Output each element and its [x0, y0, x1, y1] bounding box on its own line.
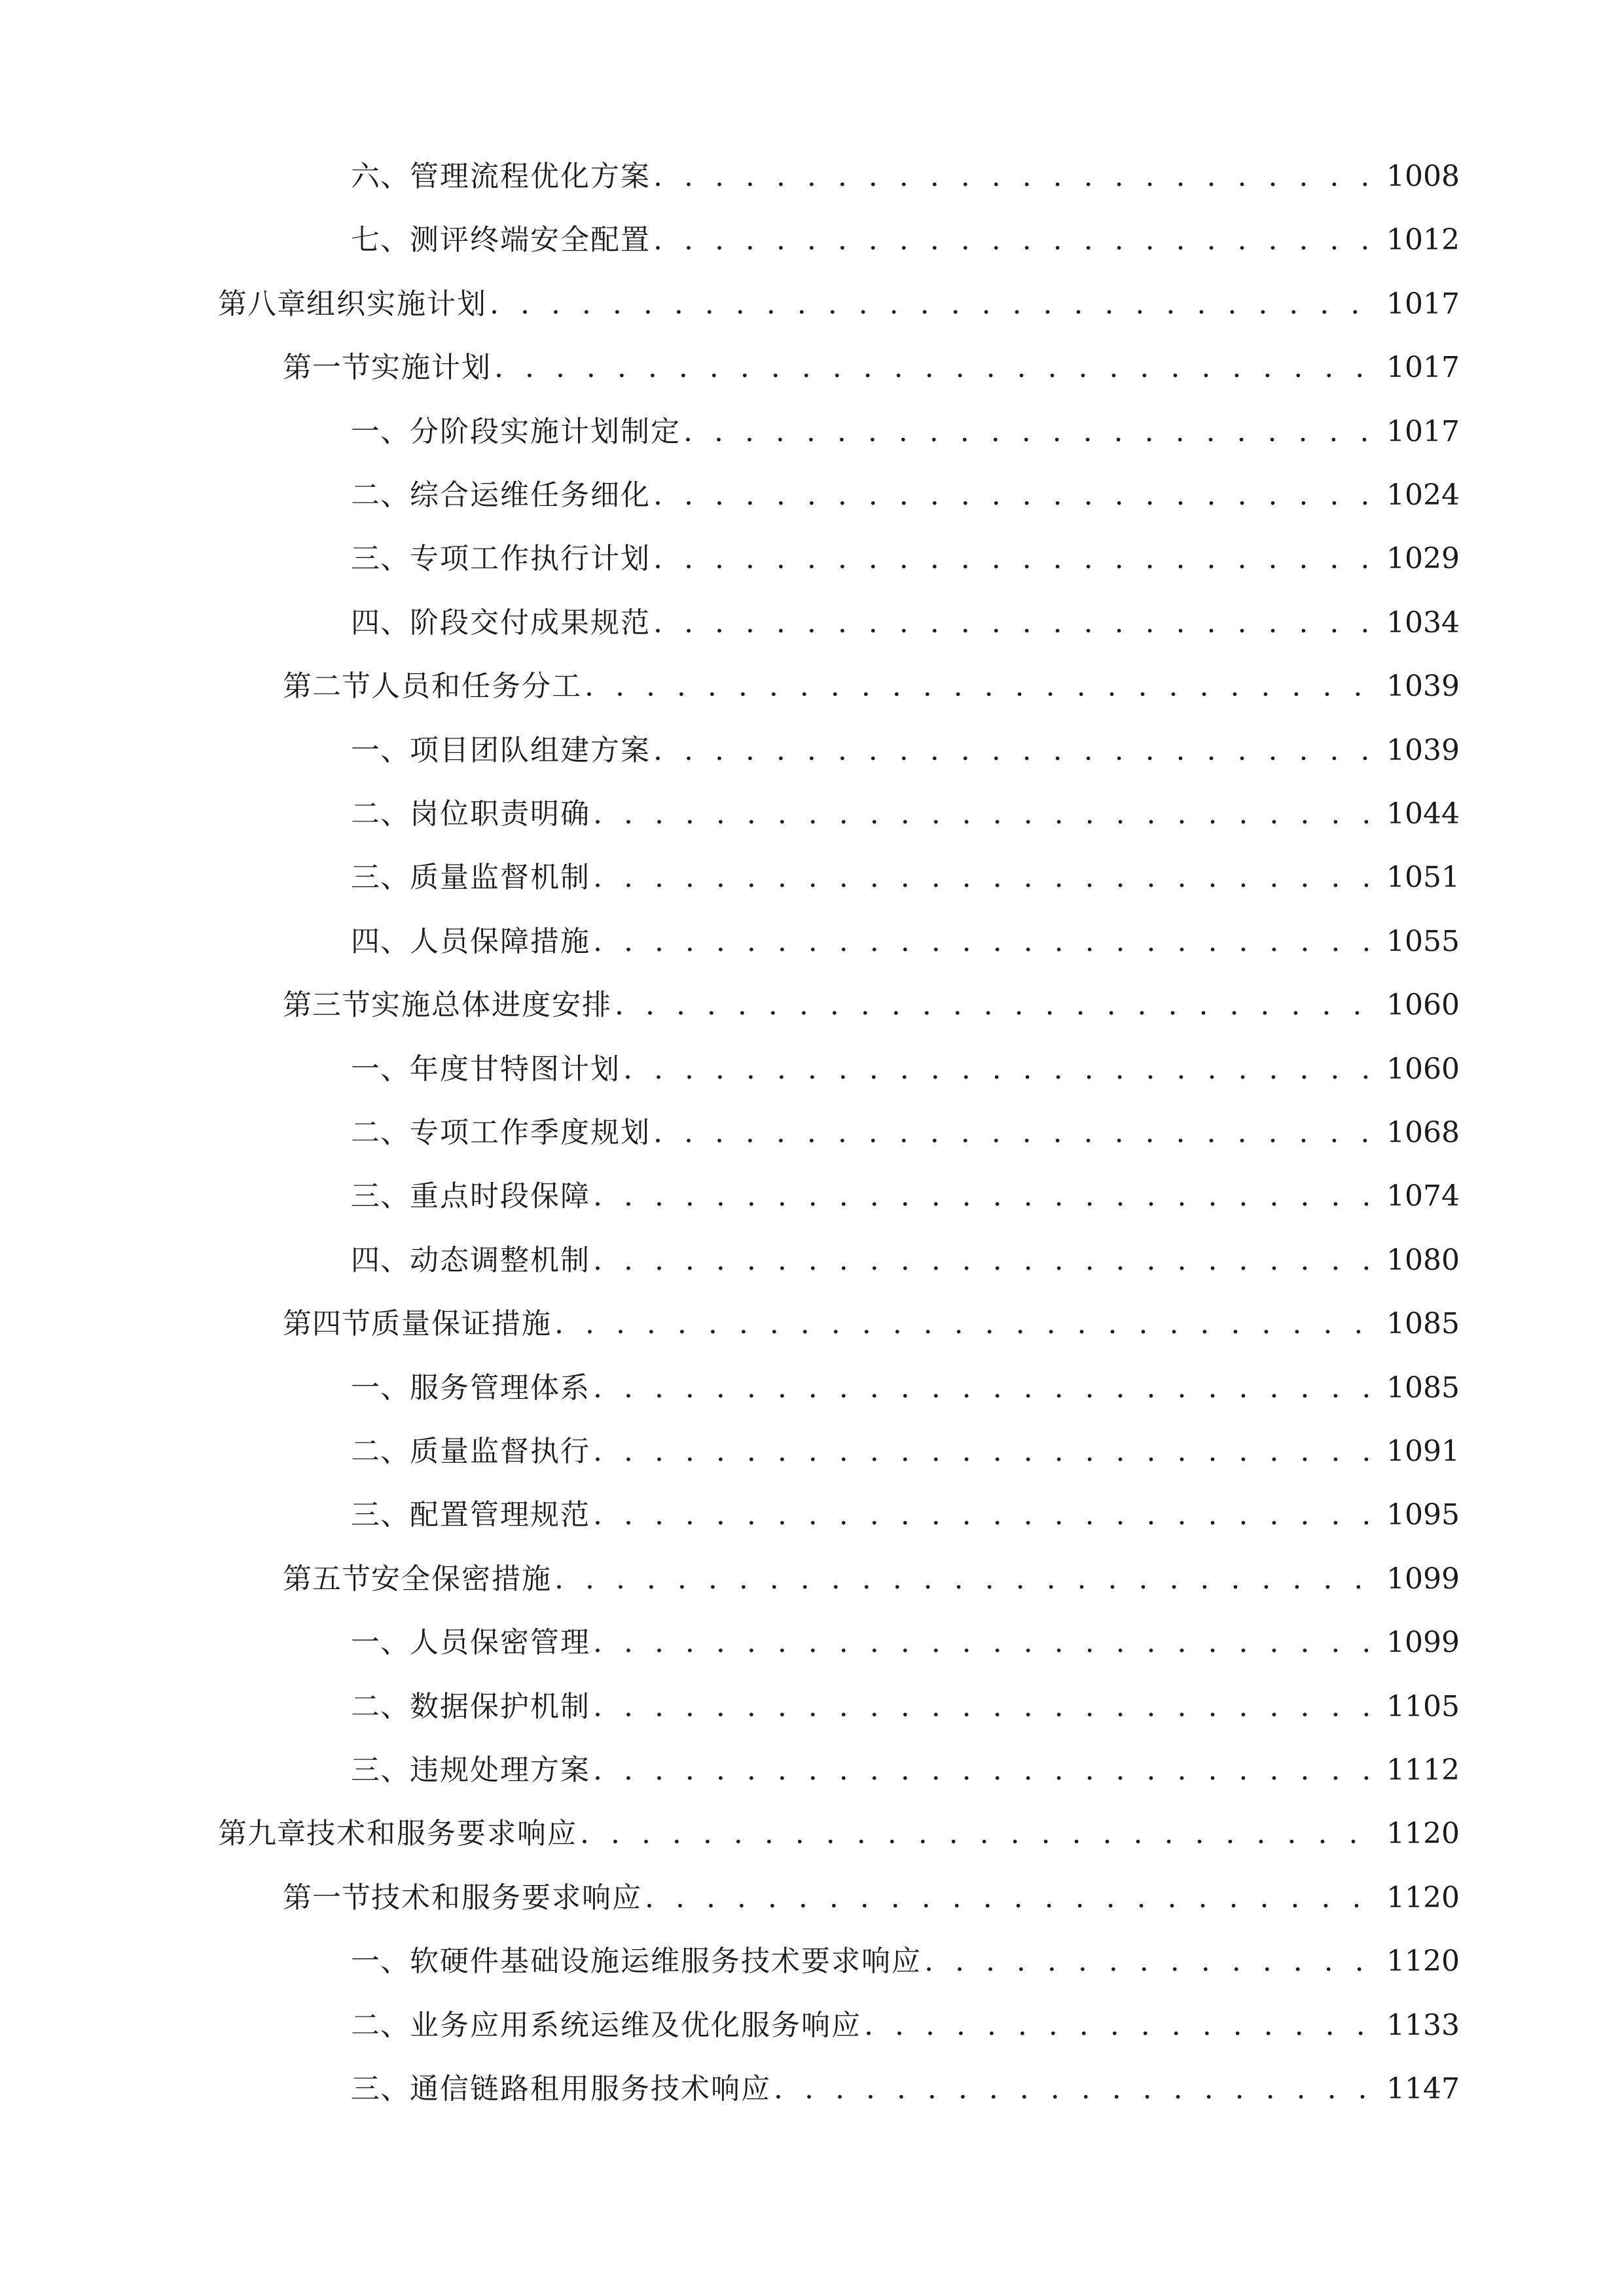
dot-leader	[653, 214, 1375, 266]
dot-leader	[615, 979, 1375, 1031]
page-number: 1017	[1386, 287, 1460, 321]
page-number: 1017	[1386, 351, 1460, 384]
entry-number: 三、	[351, 1179, 410, 1213]
entry-title: 质量监督机制	[410, 861, 590, 894]
page-number: 1068	[1386, 1116, 1460, 1149]
entry-title: 服务管理体系	[410, 1371, 590, 1405]
page-number: 1080	[1386, 1244, 1460, 1277]
entry-title: 通信链路租用服务技术响应	[410, 2072, 771, 2106]
entry-title: 综合运维任务细化	[410, 478, 651, 512]
entry-title: 阶段交付成果规范	[410, 606, 651, 639]
page-number: 1044	[1386, 797, 1460, 831]
toc-entry[interactable]	[351, 2063, 1458, 2115]
dot-leader	[554, 1298, 1375, 1350]
page-number: 1012	[1386, 223, 1460, 257]
entry-title: 分阶段实施计划制定	[410, 415, 681, 448]
dot-leader	[585, 660, 1375, 713]
dot-leader	[653, 151, 1375, 203]
entry-title: 安全保密措施	[371, 1562, 552, 1596]
entry-title: 质量监督执行	[410, 1435, 590, 1468]
dot-leader	[593, 916, 1375, 968]
page-number: 1095	[1386, 1498, 1460, 1532]
toc-entry[interactable]	[351, 214, 1458, 266]
page-number: 1099	[1386, 1562, 1460, 1596]
toc-entry[interactable]	[283, 1553, 1458, 1605]
toc-entry[interactable]	[351, 852, 1458, 904]
dot-leader	[554, 1553, 1375, 1605]
entry-number: 三、	[351, 1498, 410, 1532]
toc-entry[interactable]	[351, 788, 1458, 840]
entry-title: 人员保密管理	[410, 1626, 590, 1659]
entry-number: 第四节	[283, 1307, 371, 1340]
toc-entry[interactable]	[351, 725, 1458, 777]
toc-entry[interactable]	[283, 1298, 1458, 1350]
dot-leader	[593, 1426, 1375, 1478]
dot-leader	[774, 2063, 1375, 2115]
entry-number: 一、	[351, 1945, 410, 1978]
entry-number: 第九章	[218, 1817, 306, 1850]
entry-title: 实施计划	[371, 351, 492, 384]
dot-leader	[924, 1935, 1375, 1988]
entry-number: 二、	[351, 797, 410, 831]
entry-number: 一、	[351, 1052, 410, 1086]
entry-title: 数据保护机制	[410, 1690, 590, 1723]
page-number: 1017	[1386, 415, 1460, 448]
entry-number: 二、	[351, 478, 410, 512]
entry-title: 岗位职责明确	[410, 797, 590, 831]
toc-entry[interactable]	[351, 1489, 1458, 1541]
entry-number: 第三节	[283, 988, 371, 1022]
toc-entry[interactable]	[351, 1681, 1458, 1733]
dot-leader	[653, 533, 1375, 585]
entry-title: 重点时段保障	[410, 1179, 590, 1213]
page-number: 1105	[1386, 1690, 1460, 1723]
dot-leader	[653, 1107, 1375, 1159]
entry-title: 业务应用系统运维及优化服务响应	[410, 2009, 861, 2042]
entry-number: 三、	[351, 2072, 410, 2106]
dot-leader	[593, 1362, 1375, 1414]
entry-title: 项目团队组建方案	[410, 734, 651, 767]
page-number: 1060	[1386, 988, 1460, 1022]
entry-number: 四、	[351, 1244, 410, 1277]
toc-entry[interactable]	[283, 979, 1458, 1031]
toc-entry[interactable]	[351, 1744, 1458, 1797]
page-number: 1039	[1386, 670, 1460, 703]
toc-entry[interactable]	[351, 1935, 1458, 1988]
entry-number: 第二节	[283, 670, 371, 703]
dot-leader	[593, 852, 1375, 904]
toc-entry[interactable]	[351, 1234, 1458, 1287]
toc-entry[interactable]	[351, 1107, 1458, 1159]
toc-entry[interactable]	[351, 533, 1458, 585]
entry-title: 实施总体进度安排	[371, 988, 612, 1022]
toc-entry[interactable]	[351, 406, 1458, 458]
toc-entry[interactable]	[351, 1617, 1458, 1669]
page-number: 1120	[1386, 1945, 1460, 1978]
entry-number: 一、	[351, 734, 410, 767]
dot-leader	[653, 469, 1375, 522]
entry-number: 二、	[351, 2009, 410, 2042]
entry-title: 软硬件基础设施运维服务技术要求响应	[410, 1945, 922, 1978]
entry-title: 技术和服务要求响应	[371, 1881, 642, 1914]
page-number: 1029	[1386, 542, 1460, 575]
entry-number: 一、	[351, 1371, 410, 1405]
toc-entry[interactable]	[351, 151, 1458, 203]
page-number: 1039	[1386, 734, 1460, 767]
toc-entry[interactable]	[351, 1170, 1458, 1223]
page-number: 1074	[1386, 1179, 1460, 1213]
toc-entry[interactable]	[351, 1426, 1458, 1478]
entry-title: 专项工作季度规划	[410, 1116, 651, 1149]
entry-title: 年度甘特图计划	[410, 1052, 621, 1086]
dot-leader	[683, 406, 1375, 458]
dot-leader	[593, 1234, 1375, 1287]
toc-entry[interactable]	[218, 278, 1458, 331]
toc-entry[interactable]	[283, 342, 1458, 394]
entry-title: 质量保证措施	[371, 1307, 552, 1340]
entry-title: 动态调整机制	[410, 1244, 590, 1277]
dot-leader	[494, 342, 1375, 394]
toc-entry[interactable]	[218, 1808, 1458, 1860]
page-number: 1024	[1386, 478, 1460, 512]
entry-title: 技术和服务要求响应	[306, 1817, 577, 1850]
toc-entry[interactable]	[351, 1362, 1458, 1414]
dot-leader	[593, 788, 1375, 840]
toc-entry[interactable]	[351, 1043, 1458, 1096]
dot-leader	[593, 1617, 1375, 1669]
dot-leader	[580, 1808, 1375, 1860]
page-number: 1147	[1386, 2072, 1460, 2106]
dot-leader	[593, 1744, 1375, 1797]
entry-number: 四、	[351, 925, 410, 958]
page-number: 1034	[1386, 606, 1460, 639]
entry-title: 人员保障措施	[410, 925, 590, 958]
entry-number: 六、	[351, 160, 410, 193]
entry-number: 二、	[351, 1116, 410, 1149]
entry-title: 违规处理方案	[410, 1753, 590, 1787]
page-number: 1133	[1386, 2009, 1460, 2042]
entry-title: 管理流程优化方案	[410, 160, 651, 193]
toc-entry[interactable]	[351, 469, 1458, 522]
page-number: 1091	[1386, 1435, 1460, 1468]
dot-leader	[593, 1489, 1375, 1541]
entry-number: 二、	[351, 1690, 410, 1723]
toc-entry[interactable]	[283, 660, 1458, 713]
dot-leader	[593, 1681, 1375, 1733]
entry-number: 一、	[351, 1626, 410, 1659]
page-number: 1060	[1386, 1052, 1460, 1086]
page-number: 1112	[1386, 1753, 1460, 1787]
page-number: 1099	[1386, 1626, 1460, 1659]
entry-number: 第五节	[283, 1562, 371, 1596]
toc-entry[interactable]	[351, 916, 1458, 968]
dot-leader	[864, 2000, 1375, 2052]
dot-leader	[593, 1170, 1375, 1223]
entry-number: 三、	[351, 542, 410, 575]
entry-title: 配置管理规范	[410, 1498, 590, 1532]
toc-entry[interactable]	[283, 1872, 1458, 1924]
page-number: 1085	[1386, 1307, 1460, 1340]
dot-leader	[645, 1872, 1375, 1924]
entry-number: 七、	[351, 223, 410, 257]
entry-title: 专项工作执行计划	[410, 542, 651, 575]
entry-number: 第八章	[218, 287, 306, 321]
entry-number: 第一节	[283, 1881, 371, 1914]
dot-leader	[653, 725, 1375, 777]
entry-number: 二、	[351, 1435, 410, 1468]
page-number: 1085	[1386, 1371, 1460, 1405]
entry-title: 测评终端安全配置	[410, 223, 651, 257]
page-number: 1120	[1386, 1817, 1460, 1850]
entry-number: 三、	[351, 861, 410, 894]
page-number: 1051	[1386, 861, 1460, 894]
page-number: 1120	[1386, 1881, 1460, 1914]
entry-title: 组织实施计划	[306, 287, 487, 321]
entry-number: 四、	[351, 606, 410, 639]
entry-title: 人员和任务分工	[371, 670, 582, 703]
page-number: 1055	[1386, 925, 1460, 958]
dot-leader	[653, 597, 1375, 649]
dot-leader	[623, 1043, 1375, 1096]
entry-number: 第一节	[283, 351, 371, 384]
entry-number: 一、	[351, 415, 410, 448]
toc-entry[interactable]	[351, 597, 1458, 649]
page-number: 1008	[1386, 160, 1460, 193]
entry-number: 三、	[351, 1753, 410, 1787]
toc-entry[interactable]	[351, 2000, 1458, 2052]
dot-leader	[490, 278, 1375, 331]
